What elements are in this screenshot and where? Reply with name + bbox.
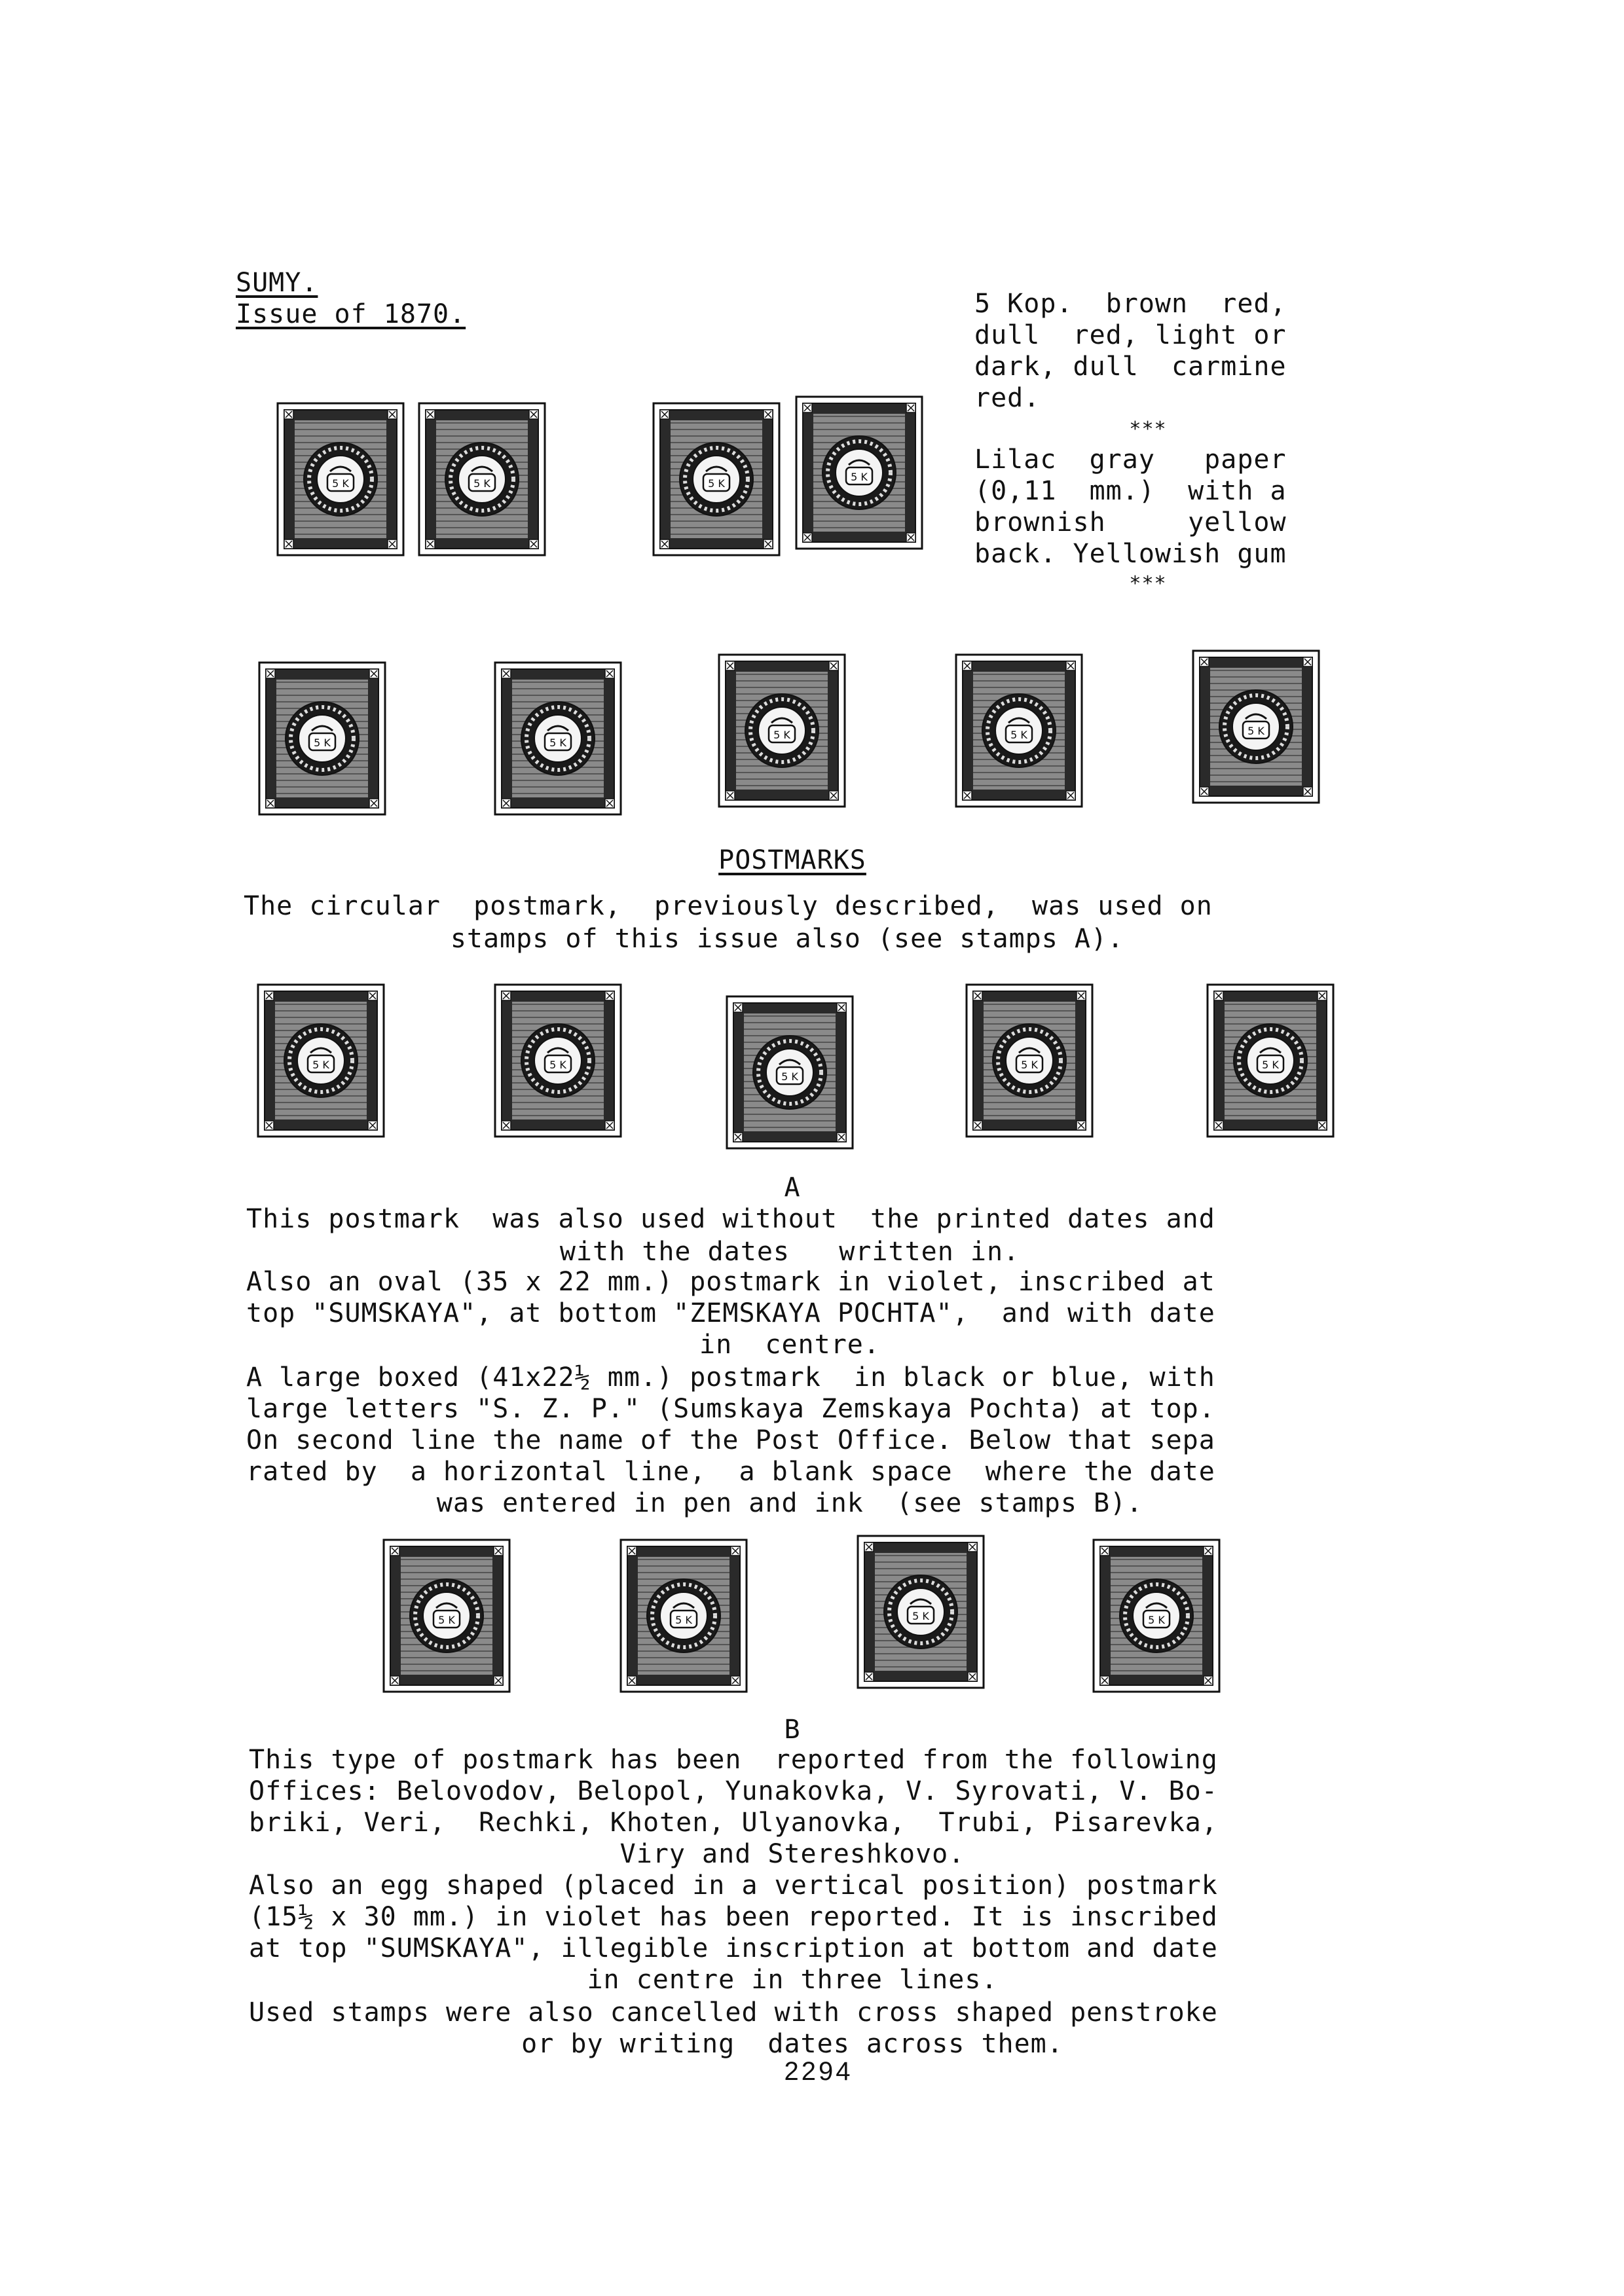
paper-line: brownish yellow	[974, 507, 1287, 538]
stamp-image	[257, 660, 388, 817]
stamp-image	[275, 401, 406, 558]
svg-text:5 K: 5 K	[314, 737, 331, 749]
svg-text:5 K: 5 K	[1021, 1059, 1038, 1071]
description-line: 5 Kop. brown red,	[974, 289, 1287, 319]
description-line: red.	[974, 383, 1041, 413]
stamp-image	[724, 994, 855, 1151]
stamp-image	[1190, 648, 1321, 805]
stamp-image	[1091, 1537, 1222, 1694]
svg-text:5 K: 5 K	[1010, 729, 1027, 741]
svg-text:5 K: 5 K	[549, 737, 566, 749]
paragraph-line: This postmark was also used without the printed dates and	[246, 1204, 1215, 1234]
postmarks-heading: POSTMARKS	[718, 845, 866, 875]
description-line: dark, dull carmine	[974, 352, 1287, 382]
page-number: 2294	[784, 2057, 853, 2086]
issue-subtitle: Issue of 1870.	[236, 299, 466, 329]
figure-label-b: B	[784, 1715, 801, 1745]
paragraph-line: in centre.	[699, 1330, 880, 1360]
paragraph-line: was entered in pen and ink (see stamps B).	[436, 1488, 1143, 1518]
paper-line: back. Yellowish gum	[974, 539, 1287, 569]
stamp-image	[651, 401, 782, 558]
stamp-image	[492, 660, 623, 817]
divider-stars: ***	[1129, 418, 1167, 441]
paragraph-line: On second line the name of the Post Office. Below that sepa	[246, 1425, 1215, 1455]
paper-line: (0,11 mm.) with a	[974, 476, 1287, 506]
section-title: SUMY.	[236, 268, 318, 298]
stamp-image	[716, 652, 847, 809]
stamp-image	[794, 394, 925, 551]
paragraph-line: (15½ x 30 mm.) in violet has been reported. It is inscribed	[249, 1902, 1218, 1932]
intro-line: The circular postmark, previously described, was used on	[244, 891, 1213, 921]
svg-text:5 K: 5 K	[1247, 725, 1264, 737]
svg-text:5 K: 5 K	[708, 477, 725, 490]
paragraph-line: in centre in three lines.	[587, 1965, 998, 1995]
paragraph-line: Also an egg shaped (placed in a vertical position) postmark	[249, 1870, 1218, 1901]
svg-text:5 K: 5 K	[851, 471, 868, 483]
stamp-image	[492, 982, 623, 1139]
svg-text:5 K: 5 K	[332, 477, 349, 490]
paragraph-line: This type of postmark has been reported from the following	[249, 1745, 1218, 1775]
paragraph-line: rated by a horizontal line, a blank space where the date	[246, 1457, 1215, 1487]
svg-text:5 K: 5 K	[1262, 1059, 1279, 1071]
paragraph-line: top "SUMSKAYA", at bottom "ZEMSKAYA POCHTA", and with date	[246, 1298, 1215, 1328]
svg-text:5 K: 5 K	[312, 1059, 329, 1071]
paragraph-line: Offices: Belovodov, Belopol, Yunakovka, V. Syrovati, V. Bo-	[249, 1776, 1218, 1806]
paragraph-line: large letters "S. Z. P." (Sumskaya Zemskaya Pochta) at top.	[246, 1394, 1215, 1424]
paragraph-line: with the dates written in.	[559, 1237, 1020, 1267]
divider-stars: ***	[1129, 572, 1167, 595]
stamp-image	[1205, 982, 1336, 1139]
stamp-image	[618, 1537, 749, 1694]
paper-line: Lilac gray paper	[974, 445, 1287, 475]
paragraph-line: Also an oval (35 x 22 mm.) postmark in violet, inscribed at	[246, 1267, 1215, 1297]
svg-text:5 K: 5 K	[912, 1610, 929, 1622]
stamp-image	[953, 652, 1084, 809]
stamp-image	[255, 982, 386, 1139]
svg-text:5 K: 5 K	[473, 477, 490, 490]
paragraph-line: Used stamps were also cancelled with cross shaped penstroke	[249, 1997, 1218, 2028]
paragraph-line: or by writing dates across them.	[521, 2029, 1063, 2059]
paragraph-line: Viry and Stereshkovo.	[619, 1839, 965, 1869]
svg-text:5 K: 5 K	[781, 1070, 798, 1083]
svg-text:5 K: 5 K	[438, 1614, 455, 1626]
intro-line: stamps of this issue also (see stamps A).	[450, 924, 1124, 954]
svg-text:5 K: 5 K	[773, 729, 790, 741]
figure-label-a: A	[784, 1173, 801, 1203]
paragraph-line: briki, Veri, Rechki, Khoten, Ulyanovka, Trubi, Pisarevka,	[249, 1808, 1218, 1838]
paragraph-line: at top "SUMSKAYA", illegible inscription at bottom and date	[249, 1933, 1218, 1963]
stamp-image	[416, 401, 547, 558]
paragraph-line: A large boxed (41x22½ mm.) postmark in black or blue, with	[246, 1362, 1215, 1393]
svg-text:5 K: 5 K	[549, 1059, 566, 1071]
stamp-image	[964, 982, 1095, 1139]
stamp-image	[855, 1533, 986, 1690]
svg-text:5 K: 5 K	[1148, 1614, 1165, 1626]
stamp-image	[381, 1537, 512, 1694]
svg-text:5 K: 5 K	[675, 1614, 692, 1626]
description-line: dull red, light or	[974, 320, 1287, 350]
